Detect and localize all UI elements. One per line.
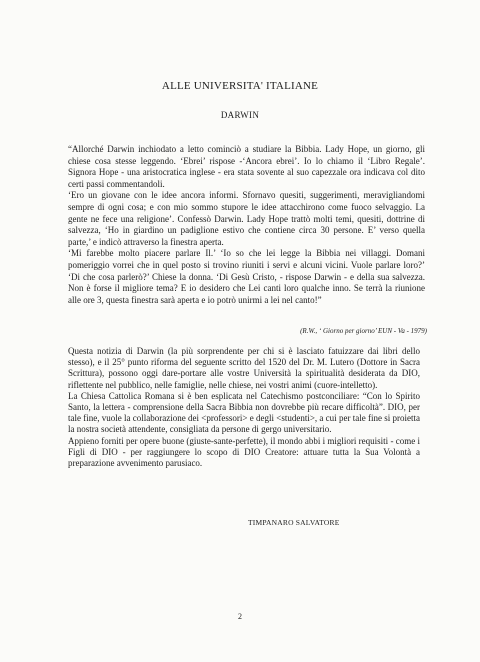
document-subtitle: DARWIN <box>220 110 260 120</box>
body-paragraph: Questa notizia di Darwin (la più sorprendente per chi si è lasciato fatuizzare dai libri dello stesso), e il 25° punto riforma del seguente scritto del 1520 del Dr. M. Lutero (Dottore in Sacra Scrittura), possono oggi dare-portare alle vostre Università la spiritualità desiderata da DIO, riflettente nel pubblico, nelle famiglie, nelle chiese, nei vostri animi (cuore-intelletto). <box>68 346 420 390</box>
quoted-passage <box>68 144 425 306</box>
quote-paragraph: ‘Ero un giovane con le idee ancora informi. Sfornavo quesiti, suggerimenti, meravigliandomi sempre di ogni cosa; e con mio sommo stupore le idee attacchirono come fuoco selvaggio. La gente ne fece una religione’. Confessò Darwin. Lady Hope trattò molti temi, quesiti, dottrine di salvezza, ‘Ho in giardino un padiglione estivo che contiene circa 30 persone. E’ verso quella parte,’ e indicò attraverso la finestra aperta. <box>68 190 425 247</box>
page-number: 2 <box>238 612 242 621</box>
body-paragraph: Appieno forniti per opere buone (giuste-sante-perfette), il mondo abbi i migliori requisiti - come i Figli di DIO - per raggiungere lo scopo di DIO Creatore: attuare tutta la Sua Volontà a preparazione avvenimento parusiaco. <box>68 435 420 469</box>
body-text <box>68 346 420 469</box>
quote-paragraph: ‘Mi farebbe molto piacere parlare Il.’ ‘Io so che lei legge la Bibbia nei villaggi. Domani pomeriggio vorrei che in quel posto si trovino riuniti i servi e alcuni vicini. Vuole parlare loro?’ ‘Di che cosa parlerò?’ Chiese la donna. ‘Di Gesù Cristo, - rispose Darwin - e della sua salvezza. Non è forse il migliore tema? E io desidero che Lei canti loro qualche inno. Se terrà la riunione alle ore 3, questa finestra sarà aperta e io potrò unirmi a lei nel canto!” <box>68 248 425 305</box>
author-signature: TIMPANARO SALVATORE <box>248 518 340 527</box>
quote-paragraph: “Allorché Darwin inchiodato a letto cominciò a studiare la Bibbia. Lady Hope, un giorno, gli chiese cosa stesse leggendo. ‘Ebrei’ rispose -‘Ancora ebrei’. Io lo chiamo il ‘Libro Regale’. Signora Hope - una aristocratica inglese - era stata sovente al suo capezzale ora indicava col dito certi passi commentandoli. <box>68 144 425 189</box>
document-title: ALLE UNIVERSITA' ITALIANE <box>161 80 319 92</box>
quote-source-citation: (R.W., ‘ Giorno per giorno’ EUN - Va - 1979) <box>300 327 427 335</box>
body-paragraph: La Chiesa Cattolica Romana si è ben esplicata nel Catechismo postconciliare: “Con lo Spirito Santo, la lettera - comprensione della Sacra Bibbia non dovrebbe più recare difficoltà”. DIO, per tale fine, vuole la collaborazione dei <professori> e degli <studenti>, a cui per tale fine si proietta la nostra società attendente, consigliata da persone di gergo universitario. <box>68 390 420 435</box>
